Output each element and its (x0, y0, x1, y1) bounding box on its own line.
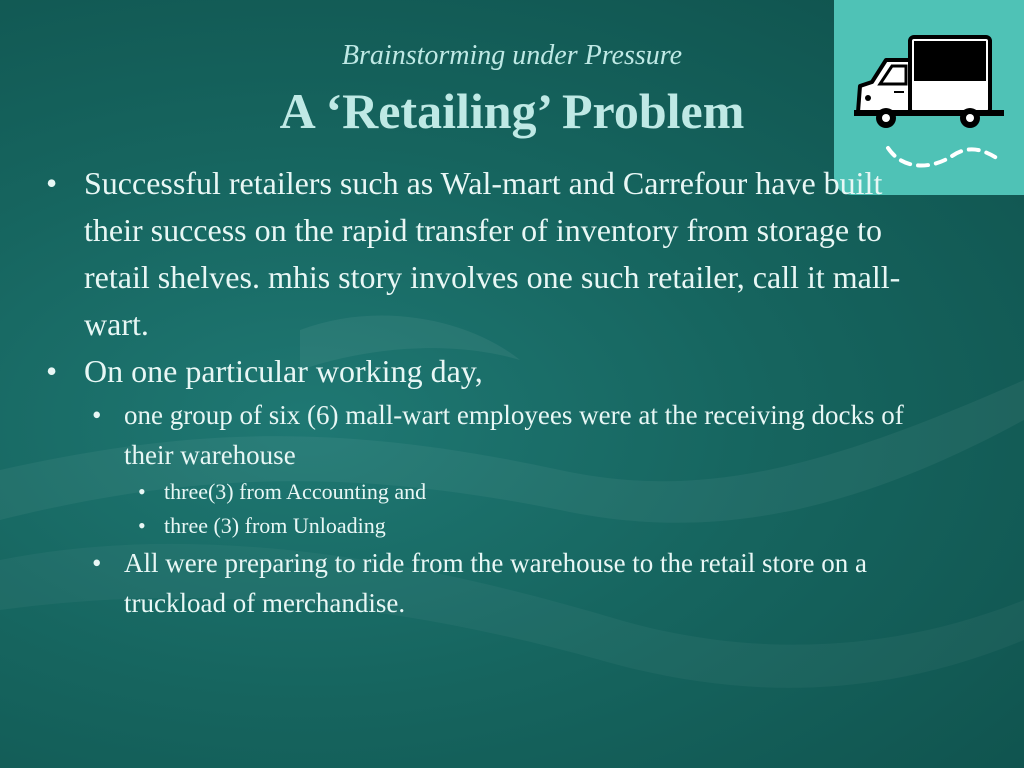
sub-bullet-list (46, 543, 916, 623)
bullet-item (46, 348, 916, 395)
slide-title: A ‘Retailing’ Problem (279, 83, 745, 139)
nested-bullet-container (46, 475, 916, 543)
bullet-item: • Successful retailers such as Wal-mart and Carrefour have built their success on the rapid transfer of inventory from storage to retail shelves. mhis story involves one such retailer, call it mall-wart. (46, 160, 916, 348)
bullet-list (46, 160, 916, 395)
sub-sub-bullet-list (92, 475, 916, 543)
sub-bullet-item: • All were preparing to ride from the warehouse to the retail store on a truckload of merchandise. (92, 543, 916, 623)
sub-sub-bullet-item: • three(3) from Accounting and (138, 475, 916, 509)
slide-body (46, 160, 916, 623)
bullet-text: On one particular working day, (84, 353, 483, 389)
slide-subtitle: Brainstorming under Pressure (341, 40, 683, 71)
sub-bullet-item: • one group of six (6) mall-wart employees were at the receiving docks of their warehouse (92, 395, 916, 475)
sub-sub-bullet-item: • three (3) from Unloading (138, 509, 916, 543)
sub-bullet-list (46, 395, 916, 475)
